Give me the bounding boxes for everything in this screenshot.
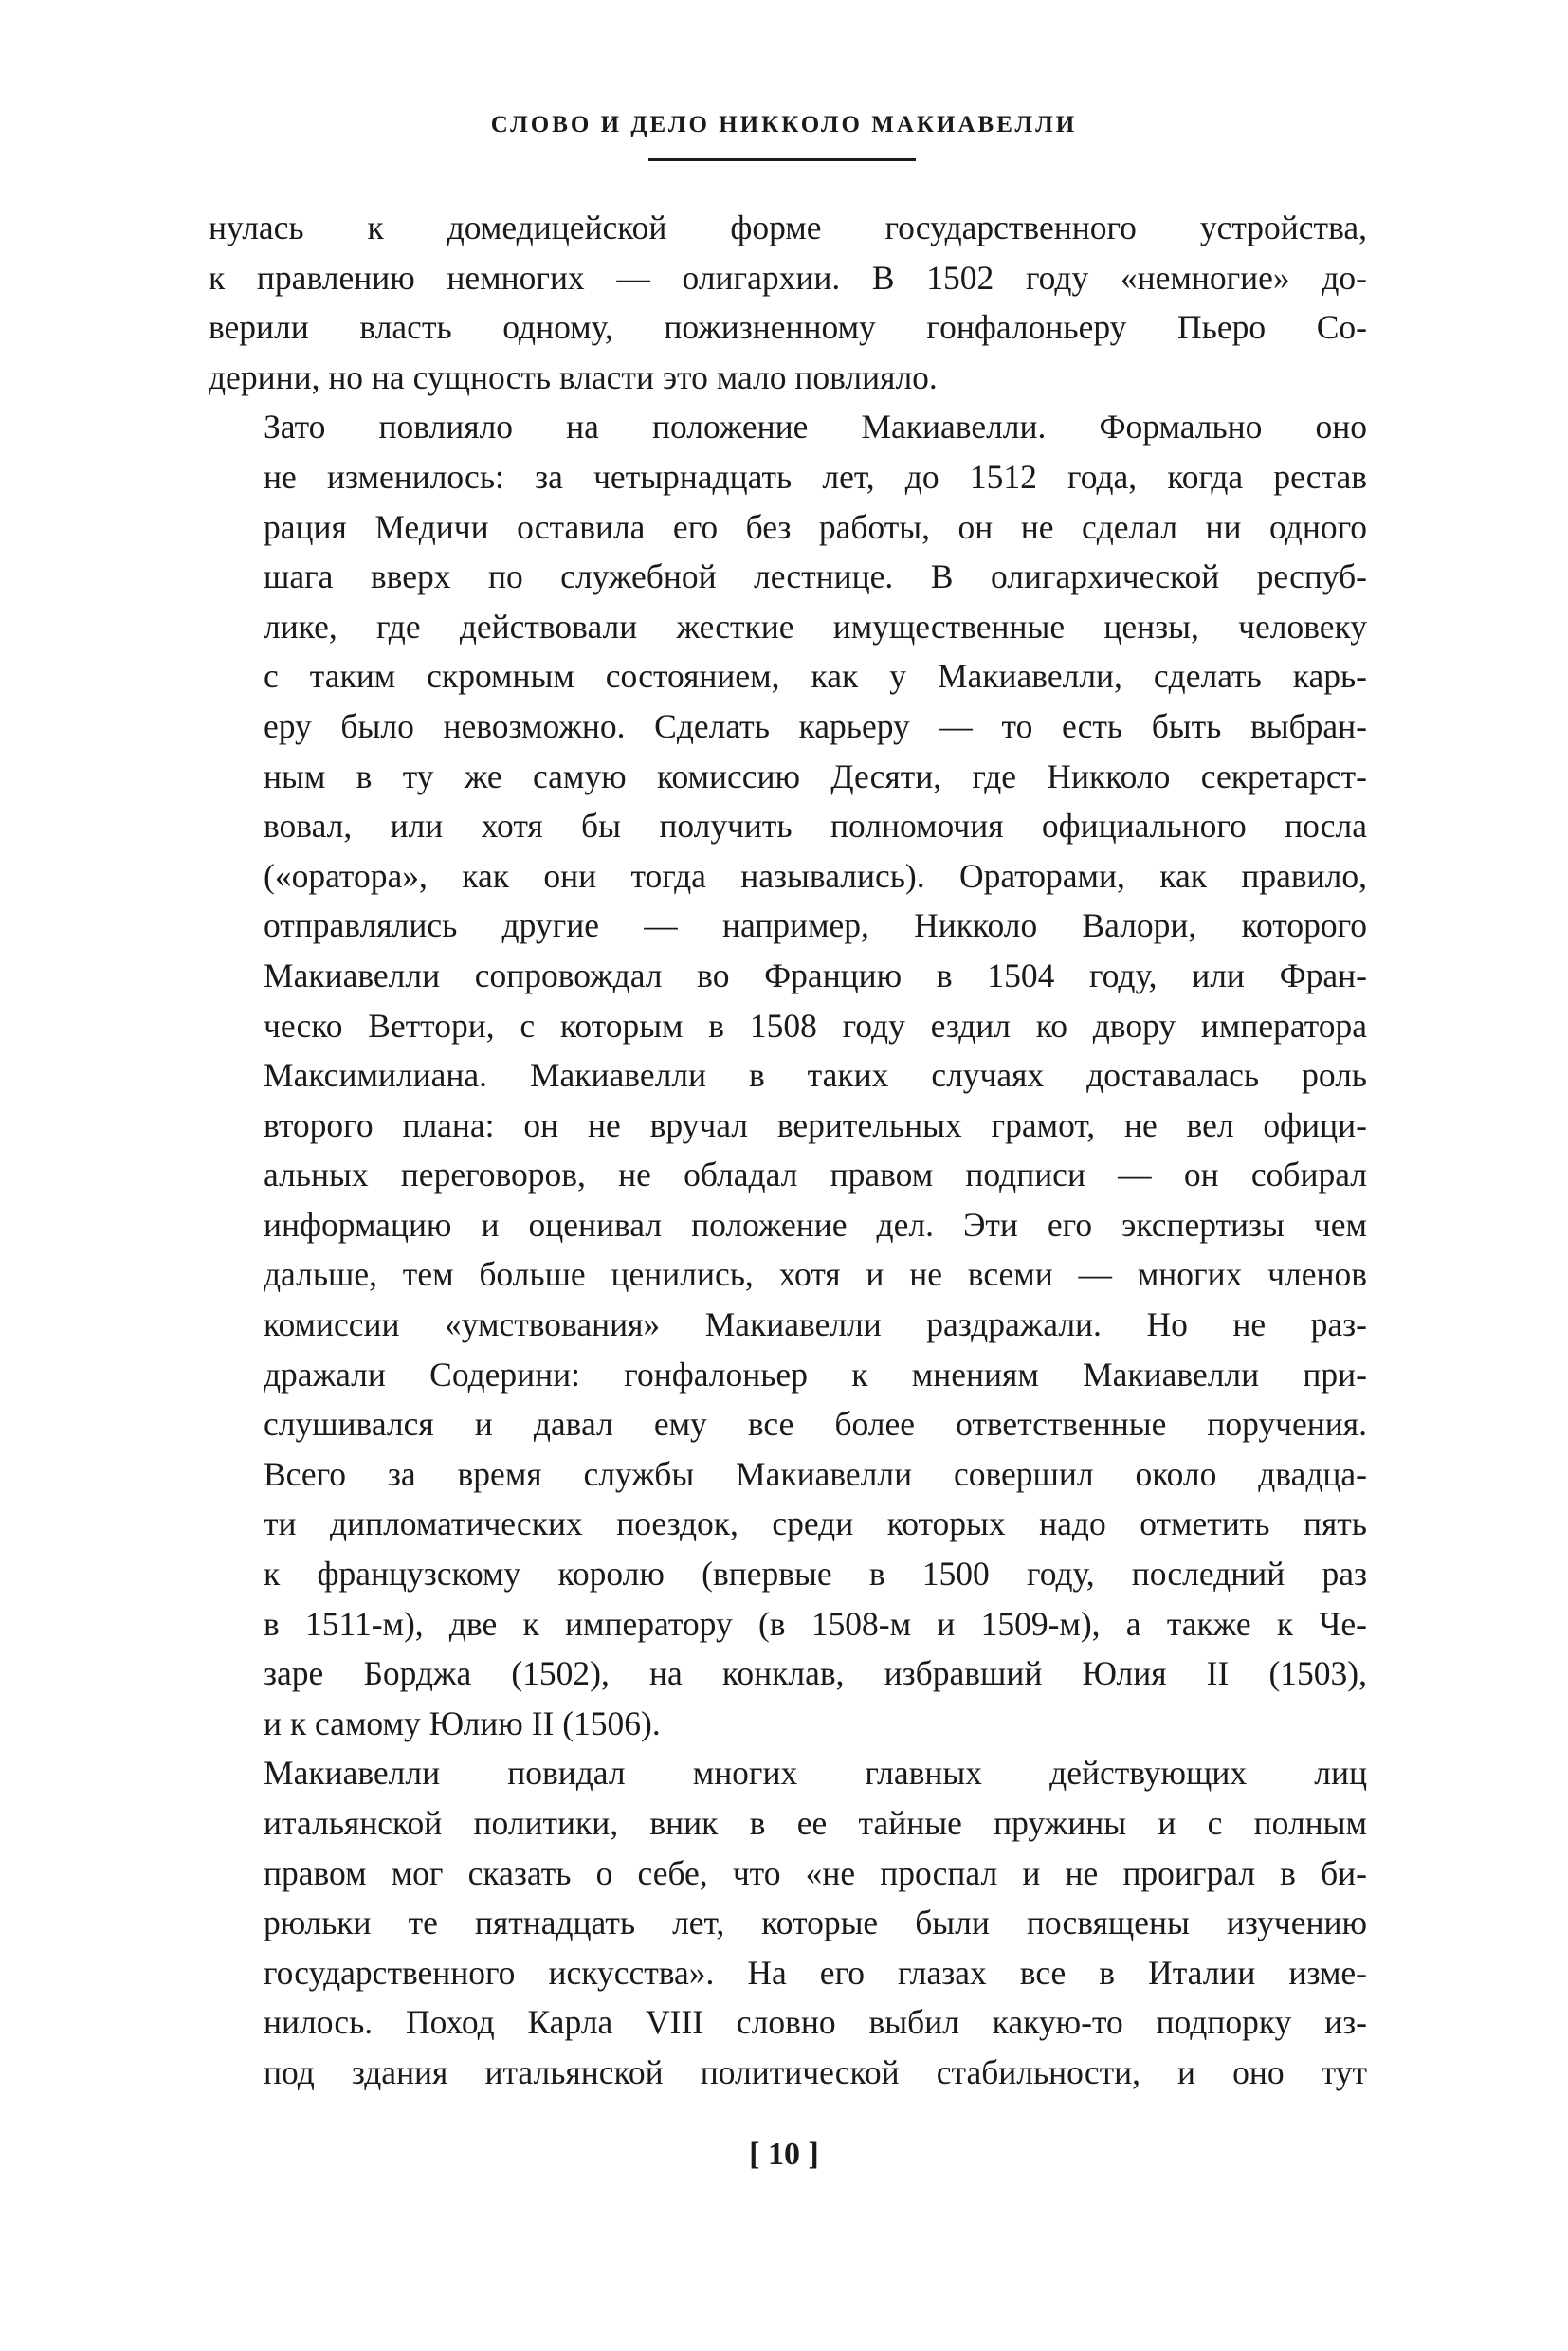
text-line: заре Борджа (1502), на конклав, избравший Юлия II (1503), — [264, 1654, 1367, 1693]
text-line: верили власть одному, пожизненному гонфалоньеру Пьеро Со- — [209, 308, 1367, 347]
text-line: дальше, тем больше ценились, хотя и не всеми — многих членов — [264, 1255, 1367, 1294]
text-line: ти дипломатических поездок, среди которых надо отметить пять — [264, 1504, 1367, 1543]
text-line: к французскому королю (впервые в 1500 году, последний раз — [264, 1555, 1367, 1594]
text-line: с таким скромным состоянием, как у Макиавелли, сделать карь- — [264, 657, 1367, 696]
paragraph — [209, 402, 1367, 1748]
text-line: Макиавелли сопровождал во Францию в 1504 году, или Фран- — [264, 956, 1367, 994]
text-line: Максимилиана. Макиавелли в таких случаях доставалась роль — [264, 1056, 1367, 1095]
text-line: не изменилось: за четырнадцать лет, до 1512 года, когда рестав — [264, 457, 1367, 496]
header-rule — [648, 158, 916, 161]
text-line: информацию и оценивал положение дел. Эти его экспертизы чем — [264, 1205, 1367, 1244]
text-line: дерини, но на сущность власти это мало повлияло. — [209, 357, 938, 396]
text-line: Зато повлияло на положение Макиавелли. Формально оно — [264, 408, 1367, 447]
paragraph — [209, 203, 1367, 402]
text-line: Всего за время службы Макиавелли совершил около двадца- — [264, 1454, 1367, 1493]
text-line: лике, где действовали жесткие имущественные цензы, человеку — [264, 607, 1367, 646]
text-line: нилось. Поход Карла VIII словно выбил какую-то подпорку из- — [264, 2003, 1367, 2042]
text-line: рюльки те пятнадцать лет, которые были посвящены изучению — [264, 1904, 1367, 1942]
running-header: СЛОВО И ДЕЛО НИККОЛО МАКИАВЕЛЛИ — [490, 112, 1078, 137]
text-line: и к самому Юлию II (1506). — [264, 1704, 661, 1742]
text-line: вовал, или хотя бы получить полномочия официального посла — [264, 807, 1367, 846]
text-line: второго плана: он не вручал верительных грамот, не вел офици- — [264, 1105, 1367, 1144]
page-number: [ 10 ] — [749, 2137, 819, 2172]
text-line: слушивался и давал ему все более ответственные поручения. — [264, 1405, 1367, 1444]
text-line: комиссии «умствования» Макиавелли раздражали. Но не раз- — [264, 1305, 1367, 1344]
body-text — [209, 203, 1367, 2098]
text-line: государственного искусства». На его глазах все в Италии изме- — [264, 1953, 1367, 1992]
text-line: рация Медичи оставила его без работы, он не сделал ни одного — [264, 507, 1367, 546]
text-line: под здания итальянской политической стабильности, и оно тут — [264, 2052, 1367, 2091]
text-line: ным в ту же самую комиссию Десяти, где Никколо секретарст- — [264, 756, 1367, 795]
text-line: («оратора», как они тогда назывались). Ораторами, как правило, — [264, 856, 1367, 895]
text-line: нулась к домедицейской форме государственного устройства, — [209, 209, 1367, 246]
text-line: к правлению немногих — олигархии. В 1502 году «немногие» до- — [209, 258, 1367, 297]
text-line: в 1511-м), две к императору (в 1508-м и 1509-м), а также к Че- — [264, 1604, 1367, 1643]
text-line: Макиавелли повидал многих главных действующих лиц — [264, 1754, 1367, 1793]
text-line: дражали Содерини: гонфалоньер к мнениям Макиавелли при- — [264, 1355, 1367, 1394]
text-line: отправлялись другие — например, Никколо Валори, которого — [264, 906, 1367, 945]
text-line: еру было невозможно. Сделать карьеру — то есть быть выбран- — [264, 706, 1367, 745]
text-line: правом мог сказать о себе, что «не проспал и не проиграл в би- — [264, 1853, 1367, 1892]
text-line: шага вверх по служебной лестнице. В олигархической респуб- — [264, 557, 1367, 596]
text-line: альных переговоров, не обладал правом подписи — он собирал — [264, 1156, 1367, 1194]
text-line: итальянской политики, вник в ее тайные пружины и с полным — [264, 1804, 1367, 1842]
text-line: ческо Веттори, с которым в 1508 году ездил ко двору императора — [264, 1006, 1367, 1045]
paragraph — [209, 1748, 1367, 2097]
